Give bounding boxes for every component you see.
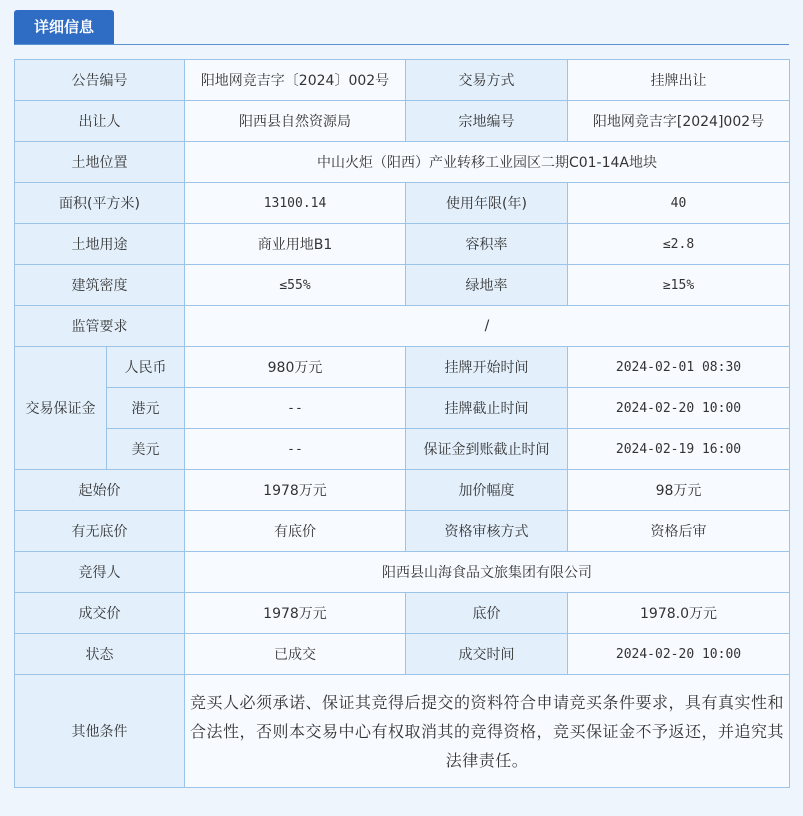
density-label: 建筑密度 (15, 265, 185, 306)
table-row (15, 142, 790, 183)
table-row (15, 347, 790, 388)
table-row (15, 593, 790, 634)
table-row (15, 183, 790, 224)
term-value: 40 (568, 183, 790, 224)
reserve-label: 有无底价 (15, 511, 185, 552)
green-label: 绿地率 (406, 265, 568, 306)
status-label: 状态 (15, 634, 185, 675)
term-label: 使用年限(年) (406, 183, 568, 224)
table-row (15, 470, 790, 511)
reserve-value: 有底价 (185, 511, 406, 552)
table-row (15, 634, 790, 675)
parcel-no-value: 阳地网竞吉字[2024]002号 (568, 101, 790, 142)
green-value: ≥15% (568, 265, 790, 306)
listing-start-label: 挂牌开始时间 (406, 347, 568, 388)
table-row (15, 511, 790, 552)
increment-label: 加价幅度 (406, 470, 568, 511)
table-row (15, 429, 790, 470)
deal-time-value: 2024-02-20 10:00 (568, 634, 790, 675)
area-label: 面积(平方米) (15, 183, 185, 224)
other-value: 竞买人必须承诺、保证其竞得后提交的资料符合申请竞买条件要求，具有真实性和合法性，否则本交易中心有权取消其的竞得资格，竞买保证金不予返还，并追究其法律责任。 (185, 675, 790, 788)
start-price-label: 起始价 (15, 470, 185, 511)
rmb-value: 980万元 (185, 347, 406, 388)
area-value: 13100.14 (185, 183, 406, 224)
usd-value: -- (185, 429, 406, 470)
deal-price-value: 1978万元 (185, 593, 406, 634)
trade-method-value: 挂牌出让 (568, 60, 790, 101)
deposit-label: 交易保证金 (15, 347, 107, 470)
use-value: 商业用地B1 (185, 224, 406, 265)
other-label: 其他条件 (15, 675, 185, 788)
deal-price-label: 成交价 (15, 593, 185, 634)
deal-time-label: 成交时间 (406, 634, 568, 675)
supervision-label: 监管要求 (15, 306, 185, 347)
transferor-label: 出让人 (15, 101, 185, 142)
table-row (15, 265, 790, 306)
header-bar (14, 10, 789, 45)
rmb-label: 人民币 (107, 347, 185, 388)
trade-method-label: 交易方式 (406, 60, 568, 101)
location-label: 土地位置 (15, 142, 185, 183)
notice-no-label: 公告编号 (15, 60, 185, 101)
details-table (14, 59, 790, 788)
base-price-value: 1978.0万元 (568, 593, 790, 634)
parcel-no-label: 宗地编号 (406, 101, 568, 142)
qualify-label: 资格审核方式 (406, 511, 568, 552)
deposit-deadline-label: 保证金到账截止时间 (406, 429, 568, 470)
winner-value: 阳西县山海食品文旅集团有限公司 (185, 552, 790, 593)
location-value: 中山火炬（阳西）产业转移工业园区二期C01-14A地块 (185, 142, 790, 183)
far-value: ≤2.8 (568, 224, 790, 265)
winner-label: 竞得人 (15, 552, 185, 593)
status-value: 已成交 (185, 634, 406, 675)
hkd-value: -- (185, 388, 406, 429)
transferor-value: 阳西县自然资源局 (185, 101, 406, 142)
table-row (15, 224, 790, 265)
table-row (15, 388, 790, 429)
listing-end-label: 挂牌截止时间 (406, 388, 568, 429)
use-label: 土地用途 (15, 224, 185, 265)
usd-label: 美元 (107, 429, 185, 470)
listing-end-value: 2024-02-20 10:00 (568, 388, 790, 429)
increment-value: 98万元 (568, 470, 790, 511)
notice-no-value: 阳地网竞吉字〔2024〕002号 (185, 60, 406, 101)
base-price-label: 底价 (406, 593, 568, 634)
table-row (15, 675, 790, 788)
supervision-value: / (185, 306, 790, 347)
table-row (15, 552, 790, 593)
qualify-value: 资格后审 (568, 511, 790, 552)
table-row (15, 101, 790, 142)
table-row (15, 60, 790, 101)
start-price-value: 1978万元 (185, 470, 406, 511)
far-label: 容积率 (406, 224, 568, 265)
hkd-label: 港元 (107, 388, 185, 429)
listing-start-value: 2024-02-01 08:30 (568, 347, 790, 388)
deposit-deadline-value: 2024-02-19 16:00 (568, 429, 790, 470)
tab-details[interactable]: 详细信息 (14, 10, 114, 44)
table-row (15, 306, 790, 347)
density-value: ≤55% (185, 265, 406, 306)
